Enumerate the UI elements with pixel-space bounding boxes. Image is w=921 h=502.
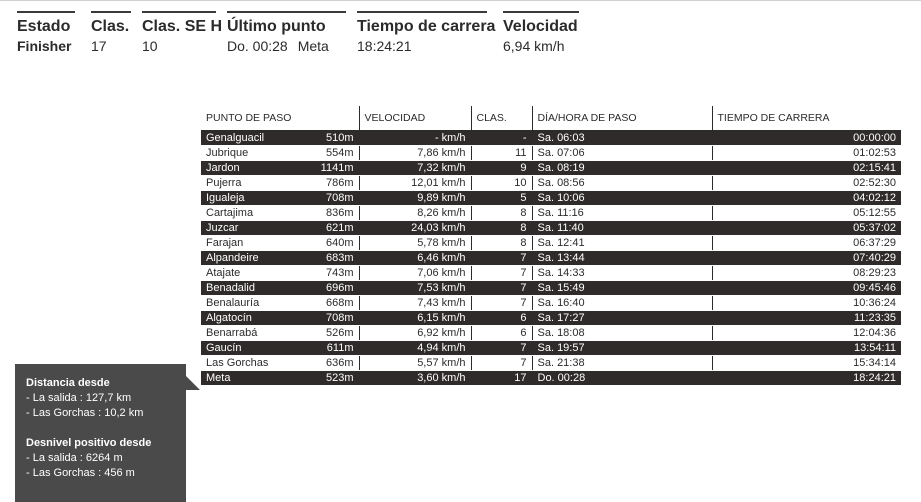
cell-speed: 24,03 km/h [359,221,471,236]
table-row [201,371,901,386]
cell-race-time: 18:24:21 [712,371,901,386]
top-divider [0,0,921,1]
cell-checkpoint [201,371,359,386]
checkpoint-altitude: 1141m [320,162,354,174]
cell-speed: 6,46 km/h [359,251,471,266]
checkpoint-altitude: 786m [325,177,354,189]
cell-rank: 11 [471,146,532,161]
cell-rank: - [471,131,532,146]
checkpoint-name: Juzcar [206,222,239,234]
summary-value: 18:24:21 [357,38,412,54]
table-row [201,161,901,176]
cell-checkpoint [201,146,359,161]
cell-rank: 7 [471,251,532,266]
elevation-from-last: - Las Gorchas : 456 m [26,467,135,479]
cell-datetime: Sa. 21:38 [532,356,712,371]
table-row [201,146,901,161]
cell-race-time: 05:37:02 [712,221,901,236]
checkpoint-altitude: 510m [325,132,354,144]
cell-rank: 10 [471,176,532,191]
checkpoint-name: Genalguacil [206,132,265,144]
checkpoint-altitude: 554m [325,147,354,159]
summary-label: Clas. [91,18,130,35]
cell-datetime: Sa. 15:49 [532,281,712,296]
summary-label: Último punto [227,18,326,35]
summary-last-point [227,11,346,56]
cell-datetime: Sa. 11:16 [532,206,712,221]
checkpoint-altitude: 696m [325,282,354,294]
cell-race-time: 05:12:55 [712,206,901,221]
cell-race-time: 10:36:24 [712,296,901,311]
table-row [201,176,901,191]
summary-status [17,11,75,56]
cell-datetime: Sa. 07:06 [532,146,712,161]
last-point-time: Do. 00:28 [227,38,288,54]
checkpoint-name: Gaucín [206,342,242,354]
cell-rank: 5 [471,191,532,206]
cell-checkpoint [201,266,359,281]
checkpoint-name: Atajate [206,267,241,279]
checkpoint-name: Algatocín [206,312,252,324]
checkpoint-name: Igualeja [206,192,245,204]
cell-race-time: 00:00:00 [712,131,901,146]
checkpoint-name: Cartajima [206,207,254,219]
table-row [201,296,901,311]
checkpoint-altitude: 683m [325,252,354,264]
table-row [201,206,901,221]
cell-datetime: Sa. 08:56 [532,176,712,191]
cell-rank: 8 [471,206,532,221]
splits-table [201,106,901,386]
cell-race-time: 07:40:29 [712,251,901,266]
checkpoint-name: Benarrabá [206,327,258,339]
cell-race-time: 09:45:46 [712,281,901,296]
header-checkpoint: PUNTO DE PASO [201,106,359,131]
cell-speed: 12,01 km/h [359,176,471,191]
cell-checkpoint [201,221,359,236]
summary-label: Clas. SE H [142,18,223,35]
cell-race-time: 06:37:29 [712,236,901,251]
cell-speed: 7,06 km/h [359,266,471,281]
cell-speed: 7,86 km/h [359,146,471,161]
distance-title: Distancia desde [26,377,110,389]
cell-rank: 7 [471,296,532,311]
summary-speed [503,11,579,56]
header-datetime: DÍA/HORA DE PASO [532,106,712,131]
cell-race-time: 11:23:35 [712,311,901,326]
cell-race-time: 15:34:14 [712,356,901,371]
summary-label: Velocidad [503,18,578,35]
table-row [201,326,901,341]
checkpoint-name: Benalauría [206,297,260,309]
cell-rank: 7 [471,341,532,356]
cell-datetime: Sa. 17:27 [532,311,712,326]
summary-rank [91,11,131,56]
checkpoint-name: Las Gorchas [206,357,269,369]
cell-race-time: 13:54:11 [712,341,901,356]
cell-speed: - km/h [359,131,471,146]
checkpoint-altitude: 636m [325,357,354,369]
table-row [201,341,901,356]
table-header-row [201,106,901,131]
cell-checkpoint [201,236,359,251]
checkpoint-altitude: 621m [325,222,354,234]
cell-datetime: Sa. 13:44 [532,251,712,266]
checkpoint-altitude: 708m [325,192,354,204]
summary-value: 10 [142,38,158,54]
cell-datetime: Sa. 14:33 [532,266,712,281]
checkpoint-altitude: 668m [325,297,354,309]
cell-checkpoint [201,281,359,296]
checkpoint-altitude: 640m [325,237,354,249]
cell-checkpoint [201,356,359,371]
elevation-title: Desnivel positivo desde [26,437,152,449]
cell-checkpoint [201,296,359,311]
cell-speed: 8,26 km/h [359,206,471,221]
summary-value: Finisher [17,38,72,54]
cell-checkpoint [201,176,359,191]
cell-rank: 7 [471,266,532,281]
cell-speed: 4,94 km/h [359,341,471,356]
cell-checkpoint [201,341,359,356]
table-row [201,131,901,146]
cell-speed: 7,53 km/h [359,281,471,296]
cell-speed: 7,43 km/h [359,296,471,311]
summary-category-rank [142,11,223,56]
cell-rank: 8 [471,221,532,236]
summary-value: 6,94 km/h [503,38,565,54]
table-row [201,191,901,206]
table-row [201,311,901,326]
cell-speed: 9,89 km/h [359,191,471,206]
cell-datetime: Sa. 08:19 [532,161,712,176]
cell-rank: 9 [471,161,532,176]
checkpoint-altitude: 523m [325,372,354,384]
cell-rank: 6 [471,311,532,326]
summary-race-time [357,11,496,56]
cell-race-time: 02:15:41 [712,161,901,176]
summary-label: Estado [17,18,71,35]
checkpoint-name: Jubrique [206,147,249,159]
checkpoint-name: Alpandeire [206,252,259,264]
summary-label: Tiempo de carrera [357,18,496,35]
cell-speed: 6,15 km/h [359,311,471,326]
cell-checkpoint [201,311,359,326]
cell-rank: 7 [471,356,532,371]
table-row [201,251,901,266]
cell-race-time: 01:02:53 [712,146,901,161]
cell-checkpoint [201,161,359,176]
cell-datetime: Sa. 10:06 [532,191,712,206]
checkpoint-altitude: 611m [326,342,354,354]
checkpoint-name: Benadalid [206,282,255,294]
checkpoint-name: Jardon [206,162,240,174]
cell-race-time: 12:04:36 [712,326,901,341]
cell-checkpoint [201,206,359,221]
header-rank: CLAS. [471,106,532,131]
summary-value [227,37,346,56]
cell-race-time: 08:29:23 [712,266,901,281]
cell-rank: 8 [471,236,532,251]
cell-speed: 5,57 km/h [359,356,471,371]
cell-rank: 6 [471,326,532,341]
cell-checkpoint [201,131,359,146]
elevation-from-start: - La salida : 6264 m [26,452,123,464]
cell-speed: 7,32 km/h [359,161,471,176]
cell-datetime: Sa. 18:08 [532,326,712,341]
cell-checkpoint [201,251,359,266]
cell-datetime: Sa. 19:57 [532,341,712,356]
table-row [201,236,901,251]
cell-datetime: Sa. 11:40 [532,221,712,236]
cell-race-time: 02:52:30 [712,176,901,191]
cell-datetime: Sa. 12:41 [532,236,712,251]
table-row [201,266,901,281]
checkpoint-name: Meta [206,372,231,384]
splits-body [201,131,901,386]
checkpoint-name: Farajan [206,237,244,249]
checkpoint-altitude: 708m [325,312,354,324]
cell-datetime: Sa. 16:40 [532,296,712,311]
cell-rank: 17 [471,371,532,386]
table-row [201,221,901,236]
header-race-time: TIEMPO DE CARRERA [712,106,901,131]
distance-from-start: - La salida : 127,7 km [26,392,132,404]
cell-datetime: Sa. 06:03 [532,131,712,146]
cell-datetime: Do. 00:28 [532,371,712,386]
header-speed: VELOCIDAD [359,106,471,131]
cell-speed: 6,92 km/h [359,326,471,341]
last-point-name: Meta [297,38,329,54]
summary-value: 17 [91,38,107,54]
distance-from-last: - Las Gorchas : 10,2 km [26,407,144,419]
table-row [201,281,901,296]
cell-checkpoint [201,191,359,206]
cell-rank: 7 [471,281,532,296]
checkpoint-altitude: 743m [325,267,354,279]
cell-checkpoint [201,326,359,341]
table-row [201,356,901,371]
cell-race-time: 04:02:12 [712,191,901,206]
cell-speed: 5,78 km/h [359,236,471,251]
checkpoint-altitude: 836m [325,207,354,219]
distance-info-box [15,364,186,502]
cell-speed: 3,60 km/h [359,371,471,386]
checkpoint-name: Pujerra [206,177,242,189]
checkpoint-altitude: 526m [325,327,354,339]
